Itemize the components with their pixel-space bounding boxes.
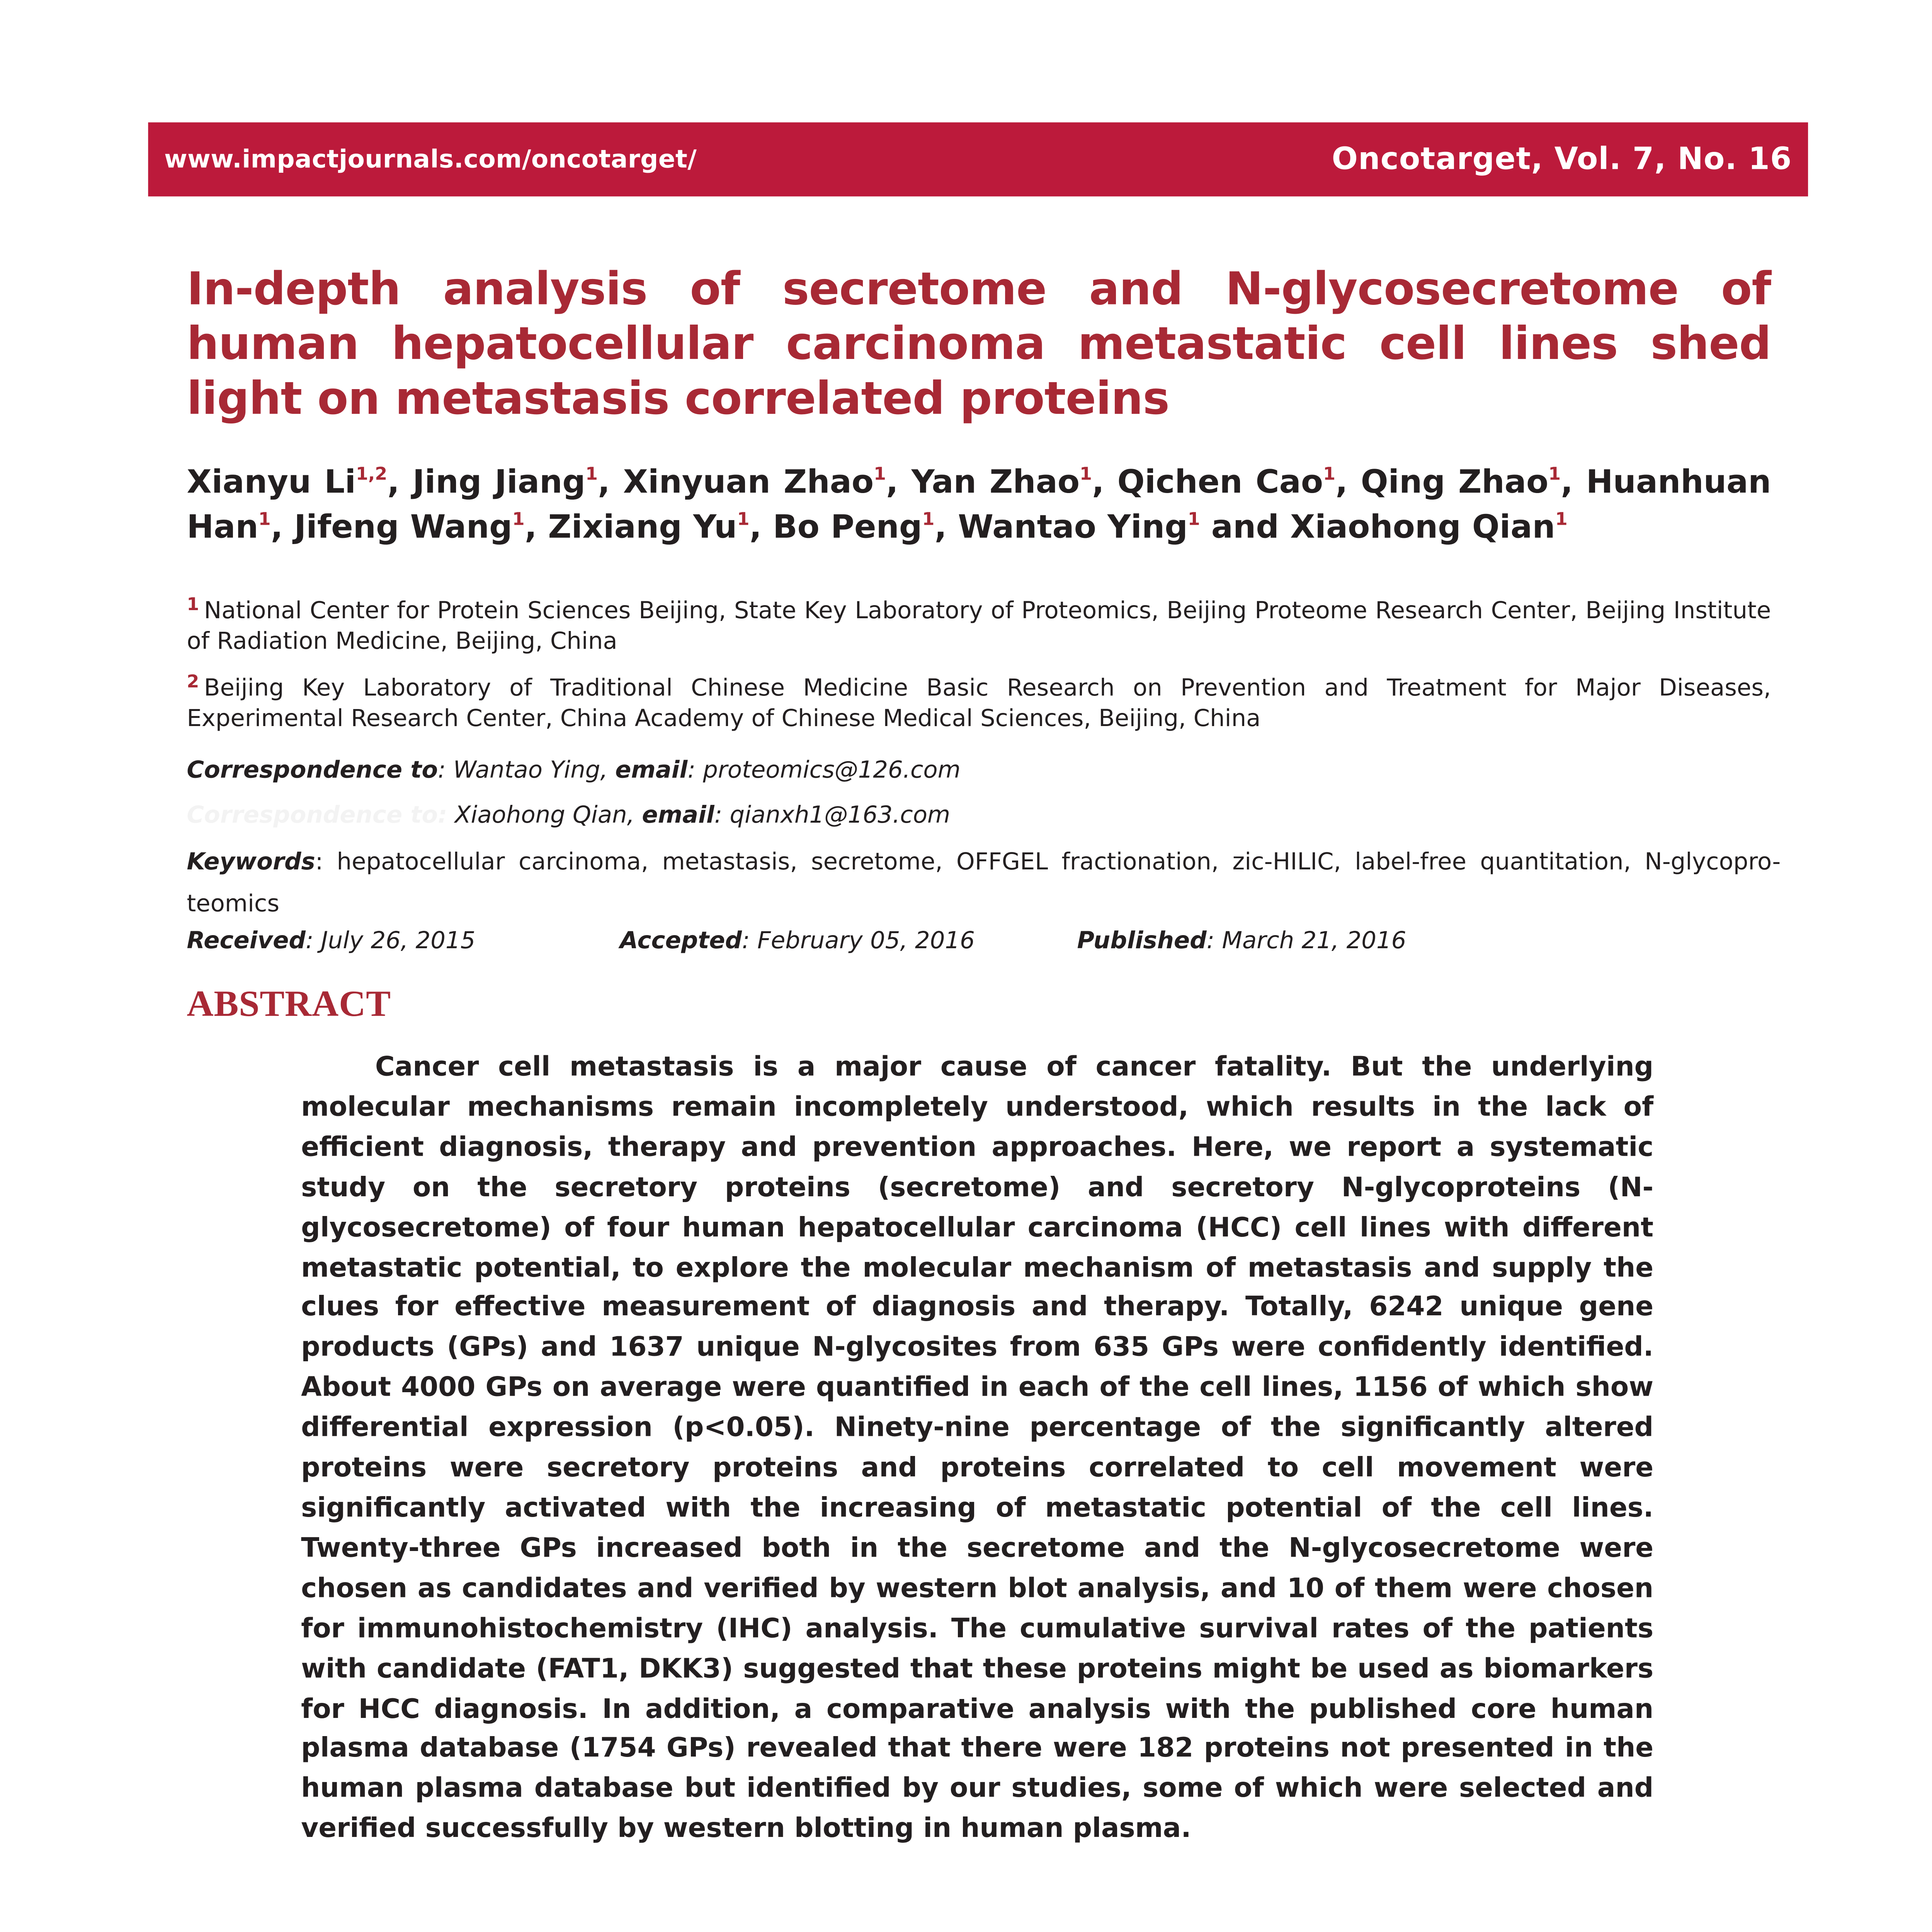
abstract-text: Cancer cell metastasis is a major cause of cancer fatality. But the underlying molecular mechanisms remain incompletely understood, which results in the lack of efficient diagnosis, therapy and prevention approaches. Here, we report a systematic study on the secretory proteins (secretome) and secretory N-glycoproteins (N-glycosecretome) of four human hepatocellular carcinoma (HCC) cell lines with different metastatic potential, to explore the molecular mechanism of metastasis and supply the clues for effective measurement of diagnosis and therapy. Totally, 6242 unique gene products (GPs) and 1637 unique N-glycosites from 635 GPs were confidently identified. About 4000 GPs on average were quantified in each of the cell lines, 1156 of which show differential expression (p<0.05). Ninety-nine percentage of the significantly altered proteins were secretory proteins and proteins correlated to cell movement were significantly activated with the increasing of metastatic potential of the cell lines. Twenty-three GPs increased both in the secretome and the N-glycosecretome were chosen as candidates and verified by western blot analysis, and 10 of them were chosen for immunohistochemistry (IHC) analysis. The cumulative survival rates of the patients with candidate (FAT1, DKK3) suggested that these proteins might be used as biomarkers for HCC diagnosis. In addition, a comparative analysis with the published core human plasma database (1754 GPs) revealed that there were 182 proteins not presented in the human plasma database but identified by our studies, some of which were selected and verified successfully by western blotting in human plasma.: [301, 1051, 1654, 1844]
correspondence-name: Wantao Ying: [453, 757, 600, 784]
correspondence-line-2: Correspondence to: Xiaohong Qian, email: qianxh1@163.com: [187, 802, 951, 829]
affiliation-2: [187, 673, 1771, 734]
header-volume-issue: Oncotarget, Vol. 7, No. 16: [1332, 141, 1792, 177]
affiliation-number: 2: [187, 671, 199, 692]
keywords-line: Keywords: hepatocellular carcinoma, metastasis, secretome, OFFGEL fractionation, zic-HILIC, label-free quantitation, N-glycopro-teomics: [187, 848, 1781, 918]
header-journal-url[interactable]: www.impactjournals.com/oncotarget/: [164, 145, 697, 174]
author-affiliation-marker: 1: [585, 464, 598, 485]
published-label: Published: [1077, 927, 1207, 955]
accepted-value: February 05, 2016: [757, 927, 975, 955]
author-name: Qing Zhao: [1361, 462, 1549, 501]
affiliation-text: Beijing Key Laboratory of Traditional Chinese Medicine Basic Research on Prevention and Treatment for Major Diseases, Experimental Research Center, China Academy of Chinese Medical Sciences, Beijing, China: [187, 674, 1771, 733]
author-affiliation-marker: 1: [922, 509, 935, 530]
author-name: Huanhuan Han: [187, 462, 1771, 546]
author-affiliation-marker: 1: [512, 509, 525, 530]
accepted-label: Accepted: [620, 927, 742, 955]
email-label: email: [615, 757, 688, 784]
article-title: In-depth analysis of secretome and N-glycosecretome of human hepatocellular carcinoma metastatic cell lines shed light on metastasis correlated proteins: [187, 262, 1771, 425]
received-value: July 26, 2015: [321, 927, 476, 955]
affiliation-number: 1: [187, 594, 199, 615]
author-name: Xiaohong Qian: [1290, 507, 1555, 546]
author-name: Jing Jiang: [412, 462, 586, 501]
keywords-text: hepatocellular carcinoma, metastasis, secretome, OFFGEL fractionation, zic-HILIC, label-free quantitation, N-glycopro-teomics: [187, 848, 1781, 918]
email-label: email: [642, 802, 714, 829]
author-affiliation-marker: 1: [737, 509, 750, 530]
author-name: Bo Peng: [773, 507, 922, 546]
author-affiliation-marker: 1,2: [355, 464, 388, 485]
received-date: Received: July 26, 2015: [187, 927, 476, 955]
author-affiliation-marker: 1: [874, 464, 886, 485]
journal-header-band: [148, 122, 1808, 197]
correspondence-email[interactable]: qianxh1@163.com: [730, 802, 951, 829]
published-date: Published: March 21, 2016: [1077, 927, 1406, 955]
author-affiliation-marker: 1: [1548, 464, 1561, 485]
author-name: Wantao Ying: [958, 507, 1188, 546]
author-affiliation-marker: 1: [1555, 509, 1568, 530]
author-name: Zixiang Yu: [548, 507, 737, 546]
author-name: Xianyu Li: [187, 462, 356, 501]
correspondence-email[interactable]: proteomics@126.com: [703, 757, 961, 784]
keywords-label: Keywords: [187, 848, 315, 876]
accepted-date: Accepted: February 05, 2016: [620, 927, 975, 955]
affiliation-1: [187, 596, 1771, 657]
affiliation-text: National Center for Protein Sciences Beijing, State Key Laboratory of Proteomics, Beijing Proteome Research Center, Beijing Institute of Radiation Medicine, Beijing, China: [187, 597, 1771, 655]
received-label: Received: [187, 927, 306, 955]
author-list: Xianyu Li$^{1,2}$, Jing Jiang$^1$, Xinyuan Zhao$^1$, Yan Zhao$^1$, Qichen Cao$^1$, Qing Zhao$^1$, Huanhuan Han$^1$, Jifeng Wang$^1$, Zixiang Yu$^1$, Bo Peng$^1$, Wantao Ying$^1$ and Xiaohong Qian$^1$: [187, 462, 1771, 546]
author-name: Yan Zhao: [911, 462, 1080, 501]
author-affiliation-marker: 1: [1080, 464, 1092, 485]
correspondence-label-ghost: Correspondence to: [187, 802, 438, 829]
author-name: Xinyuan Zhao: [623, 462, 874, 501]
author-affiliation-marker: 1: [1323, 464, 1336, 485]
author-name: Qichen Cao: [1117, 462, 1323, 501]
published-value: March 21, 2016: [1222, 927, 1406, 955]
author-name: Jifeng Wang: [294, 507, 512, 546]
correspondence-name: Xiaohong Qian: [454, 802, 627, 829]
correspondence-line-1: Correspondence to: Wantao Ying, email: proteomics@126.com: [187, 757, 961, 784]
author-affiliation-marker: 1: [258, 509, 271, 530]
correspondence-label: Correspondence to: [187, 757, 438, 784]
abstract-heading: ABSTRACT: [187, 983, 391, 1024]
author-affiliation-marker: 1: [1187, 509, 1200, 530]
